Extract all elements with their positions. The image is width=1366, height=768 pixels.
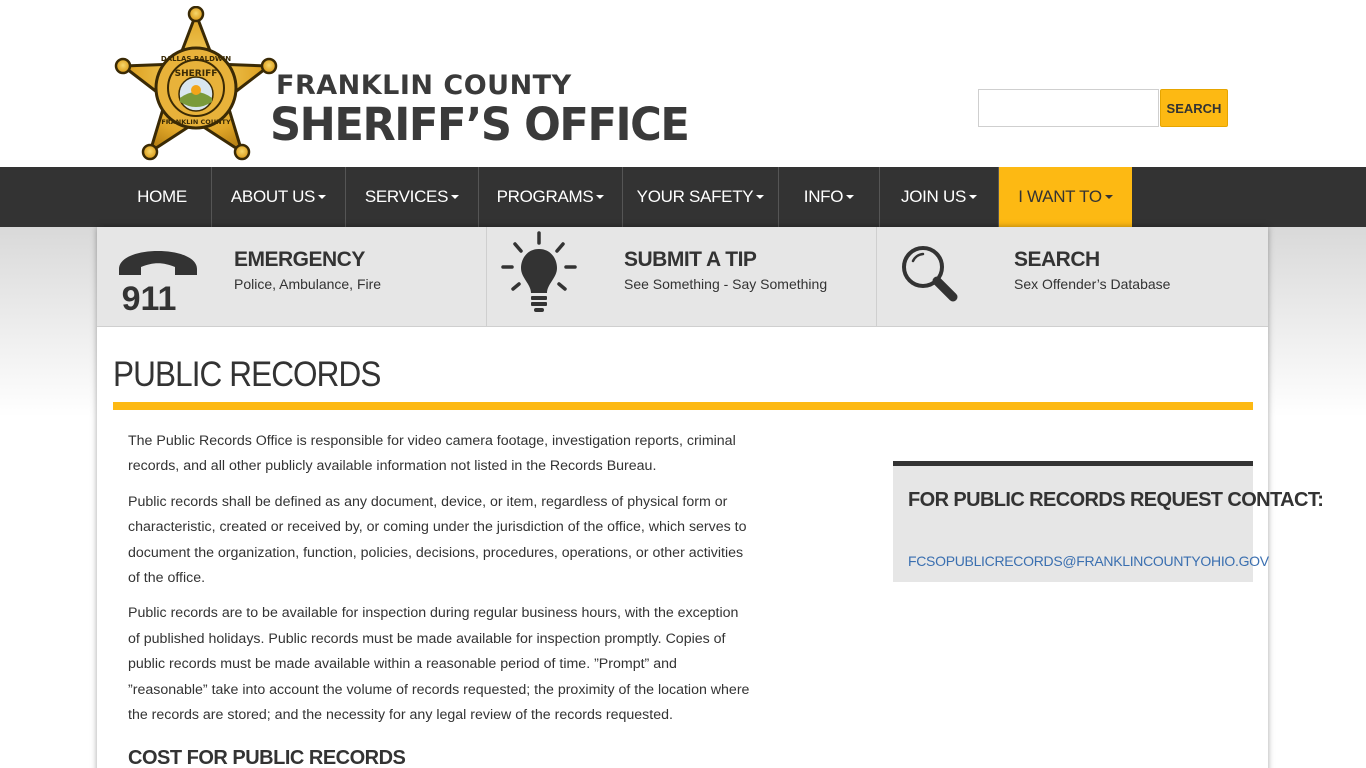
caret-down-icon [451,195,459,199]
sheriff-badge-logo[interactable] [114,6,278,164]
svg-text:FRANKLIN COUNTY: FRANKLIN COUNTY [161,118,231,126]
quick-link-subtitle: See Something - Say Something [624,276,828,292]
nav-your-safety[interactable]: YOUR SAFETY [623,167,779,227]
quick-link-subtitle: Sex Offender’s Database [1014,276,1171,292]
nav-about-us[interactable]: ABOUT US [212,167,346,227]
quick-link-search-offenders[interactable] [877,227,1268,327]
caret-down-icon [318,195,326,199]
nav-i-want-to[interactable]: I WANT TO [999,167,1132,227]
paragraph: Public records are to be available for inspection during regular business hours, with the exception of published holidays. Public records must be made available for inspection promptly. Copies of public records must be made available within a reasonable period of time. ”Prompt” and ”reasonable” take into account the volume of records requested; the proximity of the location where the records are stored; and the necessity for any legal review of the records requested. [128,605,750,724]
logo-sheriffs-office[interactable]: SHERIFF’S OFFICE [270,98,689,151]
quick-link-title: EMERGENCY [234,248,365,271]
caret-down-icon [596,195,604,199]
nav-join-us[interactable]: JOIN US [880,167,999,227]
main-nav [0,167,1366,227]
magnifier-icon [891,229,987,325]
caret-down-icon [846,195,854,199]
caret-down-icon [756,195,764,199]
caret-down-icon [969,195,977,199]
lightbulb-icon [501,229,597,325]
search-input[interactable] [978,89,1159,127]
title-divider [113,402,1253,410]
contact-email-link[interactable]: FCSOPUBLICRECORDS@FRANKLINCOUNTYOHIO.GOV [908,553,1269,569]
paragraph: The Public Records Office is responsible for video camera footage, investigation reports, criminal records, and all other publicly available information not listed in the Records Bureau. [128,433,736,475]
quick-link-title: SEARCH [1014,248,1100,271]
nav-services[interactable]: SERVICES [346,167,479,227]
quick-link-title: SUBMIT A TIP [624,248,757,271]
search-button[interactable]: SEARCH [1160,89,1228,127]
svg-text:911: 911 [121,280,177,318]
page-title: PUBLIC RECORDS [113,355,381,394]
section-heading-cost: COST FOR PUBLIC RECORDS [128,747,406,768]
nav-info[interactable]: INFO [779,167,880,227]
quick-links [97,227,1268,327]
site-header [0,0,1366,167]
nav-home[interactable]: HOME [113,167,212,227]
caret-down-icon [1105,195,1113,199]
phone-911-icon [111,229,207,325]
quick-link-emergency[interactable] [97,227,487,327]
svg-text:DALLAS BALDWIN: DALLAS BALDWIN [160,55,232,63]
paragraph: Public records shall be defined as any document, device, or item, regardless of physical form or characteristic, created or received by, or coming under the jurisdiction of the office, which serves to document the organization, function, policies, decisions, procedures, operations, or other activities of the office. [128,493,747,587]
contact-box [893,461,1324,582]
quick-link-submit-tip[interactable] [487,227,877,327]
content-card [97,227,1324,768]
nav-list [113,167,1132,227]
nav-programs[interactable]: PROGRAMS [479,167,623,227]
quick-link-subtitle: Police, Ambulance, Fire [234,276,382,292]
svg-text:SHERIFF: SHERIFF [174,69,218,79]
page-body [128,429,753,738]
logo-franklin-county[interactable]: FRANKLIN COUNTY [276,70,572,101]
contact-heading: FOR PUBLIC RECORDS REQUEST CONTACT: [908,489,1324,511]
